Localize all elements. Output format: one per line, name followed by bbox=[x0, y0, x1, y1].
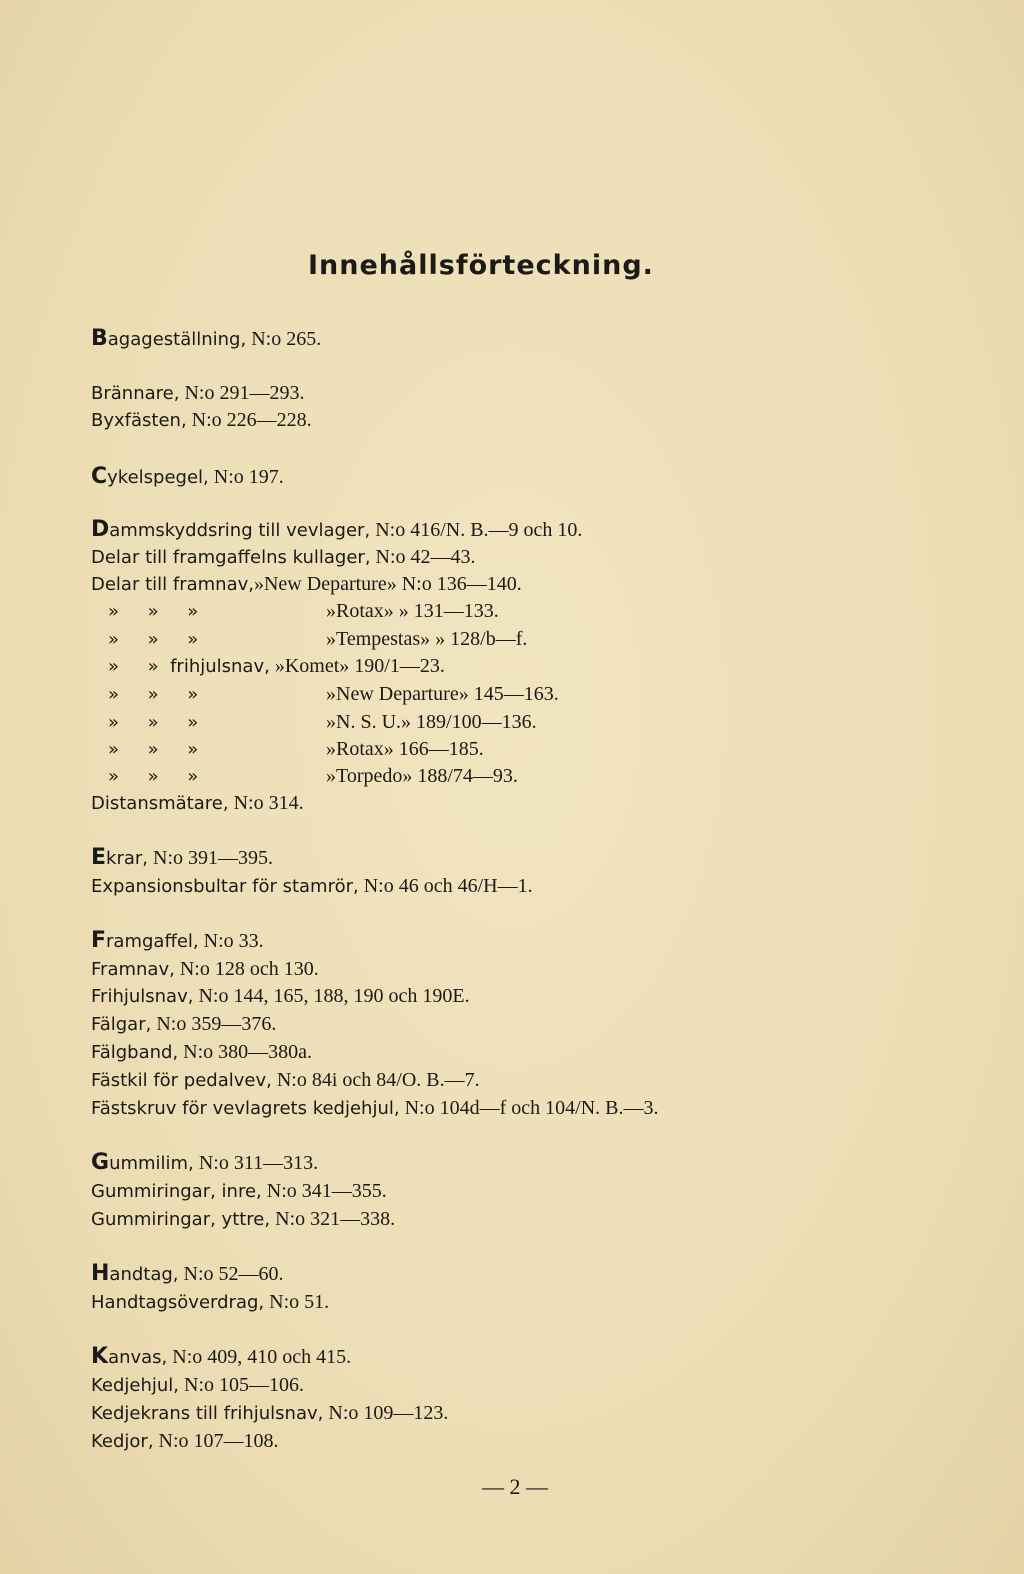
entry-reference: N:o 391—395. bbox=[153, 847, 274, 869]
index-entry bbox=[91, 1012, 276, 1037]
index-entry bbox=[108, 682, 559, 707]
entry-term: Delar till framnav, bbox=[91, 574, 254, 595]
entry-term: Kedjor, bbox=[91, 1431, 154, 1452]
initial-letter: H bbox=[91, 1261, 110, 1286]
initial-letter: G bbox=[91, 1150, 110, 1175]
entry-term: ramgaffel, bbox=[106, 931, 199, 952]
index-entry bbox=[91, 518, 582, 543]
entry-reference: »Komet» 190/1—23. bbox=[274, 655, 445, 677]
entry-reference: N:o 409, 410 och 415. bbox=[172, 1346, 352, 1368]
index-entry bbox=[108, 654, 445, 679]
initial-letter: E bbox=[91, 845, 107, 870]
ditto-marks: » » » bbox=[108, 766, 199, 787]
entry-reference: »Torpedo» 188/74—93. bbox=[326, 765, 518, 787]
entry-term: Distansmätare, bbox=[91, 793, 229, 814]
index-entry bbox=[91, 929, 264, 954]
ditto-marks: » » » bbox=[108, 629, 199, 650]
index-entry bbox=[108, 764, 518, 789]
index-entry bbox=[91, 1401, 448, 1426]
index-entry bbox=[91, 572, 522, 597]
index-entry bbox=[91, 846, 273, 871]
entry-term: Fästkil för pedalvev, bbox=[91, 1070, 272, 1091]
entry-term: Fälgar, bbox=[91, 1014, 152, 1035]
index-entry bbox=[91, 1179, 387, 1204]
page-title: Innehållsförteckning. bbox=[308, 250, 654, 281]
index-entry bbox=[91, 465, 284, 490]
entry-term: Expansionsbultar för stamrör, bbox=[91, 876, 359, 897]
initial-letter: D bbox=[91, 517, 110, 542]
entry-term: Gummiringar, yttre, bbox=[91, 1209, 271, 1230]
initial-letter: C bbox=[91, 464, 108, 489]
initial-letter: F bbox=[91, 928, 107, 953]
page-number: — 2 — bbox=[482, 1474, 548, 1499]
ditto-marks: » » » bbox=[108, 712, 199, 733]
entry-term: anvas, bbox=[108, 1347, 168, 1368]
index-entry bbox=[108, 737, 484, 762]
entry-term: agageställning, bbox=[107, 329, 247, 350]
index-entry bbox=[91, 1151, 318, 1176]
index-entry bbox=[91, 1262, 284, 1287]
entry-term: Fälgband, bbox=[91, 1042, 179, 1063]
entry-reference: N:o 42—43. bbox=[375, 546, 476, 568]
ditto-marks: » » » bbox=[108, 601, 199, 622]
initial-letter: K bbox=[91, 1344, 109, 1369]
entry-term: ykelspegel, bbox=[107, 467, 209, 488]
index-entry bbox=[91, 1096, 658, 1121]
entry-term: » » frihjulsnav, bbox=[108, 656, 270, 677]
index-entry bbox=[91, 1290, 329, 1315]
entry-reference: N:o 46 och 46/H—1. bbox=[363, 875, 533, 897]
entry-reference: N:o 321—338. bbox=[275, 1208, 396, 1230]
entry-reference: N:o 51. bbox=[269, 1291, 330, 1313]
index-entry bbox=[91, 957, 319, 982]
index-entry bbox=[91, 327, 321, 352]
entry-term: Framnav, bbox=[91, 959, 175, 980]
entry-reference: »Rotax» 166—185. bbox=[326, 738, 484, 760]
entry-term: Brännare, bbox=[91, 383, 180, 404]
index-entry bbox=[91, 545, 476, 570]
entry-reference: N:o 84i och 84/O. B.—7. bbox=[276, 1069, 480, 1091]
entry-reference: »Rotax» » 131—133. bbox=[326, 600, 499, 622]
index-entry bbox=[108, 710, 537, 735]
entry-reference: N:o 105—106. bbox=[184, 1374, 305, 1396]
index-entry bbox=[91, 984, 470, 1009]
entry-reference: N:o 291—293. bbox=[184, 382, 305, 404]
entry-term: Byxfästen, bbox=[91, 410, 187, 431]
entry-reference: N:o 144, 165, 188, 190 och 190E. bbox=[198, 985, 470, 1007]
entry-reference: »New Departure» N:o 136—140. bbox=[253, 573, 522, 595]
entry-reference: N:o 380—380a. bbox=[183, 1041, 313, 1063]
ditto-marks: » » » bbox=[108, 684, 199, 705]
entry-reference: N:o 128 och 130. bbox=[179, 958, 319, 980]
entry-term: Kedjehjul, bbox=[91, 1375, 180, 1396]
entry-reference: N:o 107—108. bbox=[158, 1430, 279, 1452]
index-entry bbox=[91, 408, 312, 433]
index-entry bbox=[108, 627, 527, 652]
index-entry bbox=[91, 791, 304, 816]
entry-term: ammskyddsring till vevlager, bbox=[109, 520, 371, 541]
entry-term: ummilim, bbox=[109, 1153, 194, 1174]
entry-reference: »New Departure» 145—163. bbox=[326, 683, 559, 705]
entry-term: Frihjulsnav, bbox=[91, 986, 194, 1007]
index-entry bbox=[91, 874, 533, 899]
entry-reference: N:o 416/N. B.—9 och 10. bbox=[375, 519, 583, 541]
index-entry bbox=[91, 1345, 351, 1370]
index-entry bbox=[91, 1068, 480, 1093]
index-entry bbox=[91, 1207, 395, 1232]
entry-term: andtag, bbox=[109, 1264, 179, 1285]
ditto-marks: » » » bbox=[108, 739, 199, 760]
entry-term: Fästskruv för vevlagrets kedjehjul, bbox=[91, 1098, 400, 1119]
entry-term: Handtagsöverdrag, bbox=[91, 1292, 265, 1313]
entry-reference: N:o 265. bbox=[251, 328, 322, 350]
entry-reference: N:o 197. bbox=[213, 466, 284, 488]
index-entry bbox=[91, 381, 304, 406]
entry-reference: N:o 52—60. bbox=[183, 1263, 284, 1285]
entry-reference: »Tempestas» » 128/b—f. bbox=[326, 628, 528, 650]
entry-reference: N:o 359—376. bbox=[156, 1013, 277, 1035]
index-entry bbox=[91, 1429, 279, 1454]
entry-reference: N:o 311—313. bbox=[198, 1152, 319, 1174]
entry-term: Delar till framgaffelns kullager, bbox=[91, 547, 371, 568]
entry-reference: N:o 33. bbox=[203, 930, 264, 952]
index-entry bbox=[91, 1040, 312, 1065]
entry-term: krar, bbox=[106, 848, 149, 869]
entry-reference: N:o 109—123. bbox=[328, 1402, 449, 1424]
entry-reference: »N. S. U.» 189/100—136. bbox=[326, 711, 537, 733]
entry-term: Gummiringar, inre, bbox=[91, 1181, 262, 1202]
index-entry bbox=[108, 599, 499, 624]
entry-reference: N:o 104d—f och 104/N. B.—3. bbox=[404, 1097, 659, 1119]
entry-term: Kedjekrans till frihjulsnav, bbox=[91, 1403, 324, 1424]
initial-letter: B bbox=[91, 326, 108, 351]
index-entry bbox=[91, 1373, 304, 1398]
entry-reference: N:o 226—228. bbox=[191, 409, 312, 431]
entry-reference: N:o 341—355. bbox=[266, 1180, 387, 1202]
entry-reference: N:o 314. bbox=[233, 792, 304, 814]
